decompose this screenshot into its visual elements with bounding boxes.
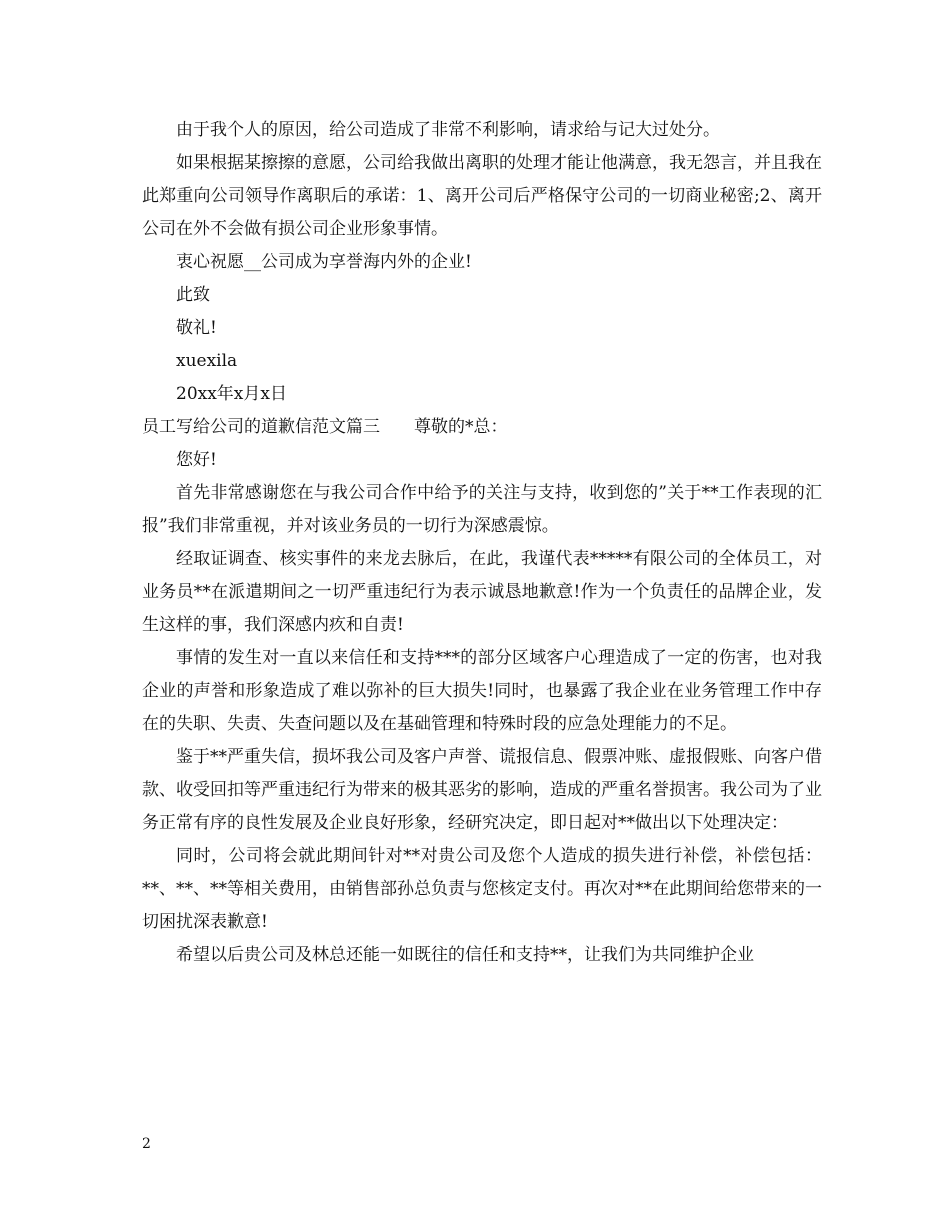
- closing-salutation: 此致: [176, 285, 210, 305]
- section-heading: 员工写给公司的道歉信范文篇三 尊敬的*总：: [142, 417, 508, 437]
- paragraph: 同时，公司将会就此期间针对**对贵公司及您个人造成的损失进行补偿，补偿包括：**、**、**等相关费用，由销售部孙总负责与您核定支付。再次对**在此期间给您带来的一切困扰深表歉意!: [142, 846, 822, 932]
- page-number: 2: [142, 1136, 151, 1152]
- greeting: 您好!: [176, 450, 217, 470]
- signature-name: xuexila: [176, 351, 238, 371]
- paragraph: 如果根据某擦擦的意愿，公司给我做出离职的处理才能让他满意，我无怨言，并且我在此郑重向公司领导作离职后的承诺：1、离开公司后严格保守公司的一切商业秘密;2、离开公司在外不会做有损公司企业形象事情。: [142, 153, 822, 239]
- signature-date: 20xx年x月x日: [176, 384, 287, 404]
- document-body: [142, 114, 822, 972]
- paragraph: 事情的发生对一直以来信任和支持***的部分区域客户心理造成了一定的伤害，也对我企业的声誉和形象造成了难以弥补的巨大损失!同时，也暴露了我企业在业务管理工作中存在的失职、失责、失查问题以及在基础管理和特殊时段的应急处理能力的不足。: [142, 648, 822, 734]
- paragraph: 经取证调查、核实事件的来龙去脉后，在此，我谨代表*****有限公司的全体员工，对业务员**在派遣期间之一切严重违纪行为表示诚恳地歉意!作为一个负责任的品牌企业，发生这样的事，我们深感内疚和自责!: [142, 549, 822, 635]
- paragraph: 衷心祝愿__公司成为享誉海内外的企业!: [176, 252, 472, 272]
- paragraph: 首先非常感谢您在与我公司合作中给予的关注与支持，收到您的”关于**工作表现的汇报”我们非常重视，并对该业务员的一切行为深感震惊。: [142, 483, 822, 536]
- paragraph: 由于我个人的原因，给公司造成了非常不利影响，请求给与记大过处分。: [176, 120, 720, 140]
- paragraph: 鉴于**严重失信，损坏我公司及客户声誉、谎报信息、假票冲账、虚报假账、向客户借款、收受回扣等严重违纪行为带来的极其恶劣的影响，造成的严重名誉损害。我公司为了业务正常有序的良性发展及企业良好形象，经研究决定，即日起对**做出以下处理决定：: [142, 747, 822, 833]
- paragraph: 希望以后贵公司及林总还能一如既往的信任和支持**，让我们为共同维护企业: [176, 945, 754, 965]
- closing-regards: 敬礼!: [176, 318, 217, 338]
